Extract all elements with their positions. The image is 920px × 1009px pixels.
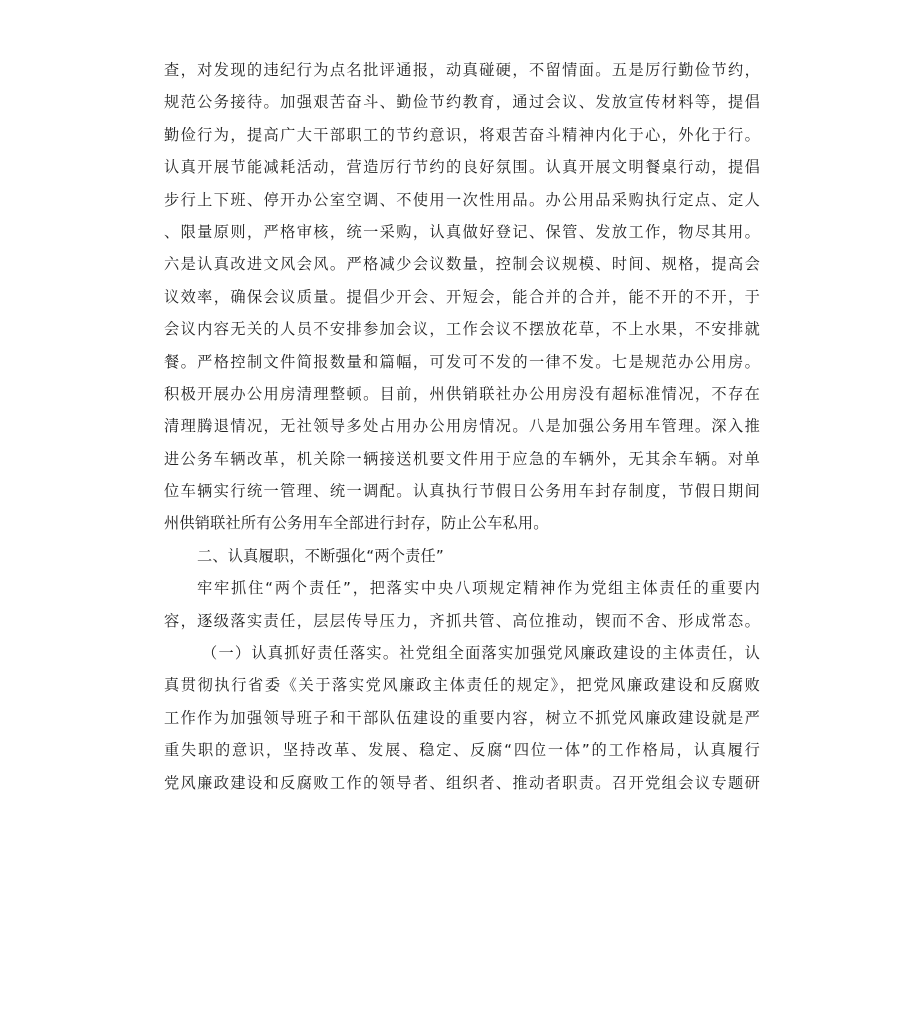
text-line: 州供销联社所有公务用车全部进行封存，防止公车私用。: [164, 514, 549, 533]
subsection-line: （一）认真抓好责任落实。社党组全面落实加强党风廉政建设的主体责任，认: [202, 644, 760, 663]
text-line: 查，对发现的违纪行为点名批评通报，动真碰硬，不留情面。五是厉行勤俭节约，: [164, 61, 760, 79]
text-line: 议效率，确保会议质量。提倡少开会、开短会，能合并的合并，能不开的不开，于: [164, 287, 760, 306]
text-line: 规范公务接待。加强艰苦奋斗、勤俭节约教育，通过会议、发放宣传材料等，提倡: [164, 93, 760, 112]
text-line: 认真开展节能减耗活动，营造厉行节约的良好氛围。认真开展文明餐桌行动，提倡: [164, 158, 760, 177]
text-line: 工作作为加强领导班子和干部队伍建设的重要内容，树立不抓党风廉政建设就是严: [164, 708, 760, 727]
text-line: 牢牢抓住“两个责任”，把落实中央八项规定精神作为党组主体责任的重要内: [197, 579, 760, 598]
document-body: [164, 54, 760, 799]
text-line: 六是认真改进文风会风。严格减少会议数量，控制会议规模、时间、规格，提高会: [164, 255, 760, 274]
text-line: 勤俭行为，提高广大干部职工的节约意识，将艰苦奋斗精神内化于心，外化于行。: [164, 125, 760, 144]
text-line: 进公务车辆改革，机关除一辆接送机要文件用于应急的车辆外，无其余车辆。对单: [164, 449, 760, 468]
text-line: 、限量原则，严格审核，统一采购，认真做好登记、保管、发放工作，物尽其用。: [164, 222, 760, 241]
text-line: 真贯彻执行省委《关于落实党风廉政主体责任的规定》，把党风廉政建设和反腐败: [164, 676, 760, 695]
section-heading: 二、认真履职，不断强化“两个责任”: [197, 546, 444, 565]
text-line: 清理腾退情况，无社领导多处占用办公用房情况。八是加强公务用车管理。深入推: [164, 417, 760, 436]
text-line: 餐。严格控制文件简报数量和篇幅，可发可不发的一律不发。七是规范办公用房。: [164, 352, 760, 371]
text-line: 步行上下班、停开办公室空调、不使用一次性用品。办公用品采购执行定点、定人: [164, 190, 760, 209]
text-line: 位车辆实行统一管理、统一调配。认真执行节假日公务用车封存制度，节假日期间: [164, 482, 760, 501]
text-line: 容，逐级落实责任，层层传导压力，齐抓共管、高位推动，锲而不舍、形成常态。: [164, 611, 760, 630]
text-line: 党风廉政建设和反腐败工作的领导者、组织者、推动者职责。召开党组会议专题研: [164, 773, 760, 792]
text-line: 重失职的意识，坚持改革、发展、稳定、反腐“四位一体”的工作格局，认真履行: [164, 741, 760, 760]
text-line: 会议内容无关的人员不安排参加会议，工作会议不摆放花草，不上水果，不安排就: [164, 320, 760, 339]
text-line: 积极开展办公用房清理整顿。目前，州供销联社办公用房没有超标准情况，不存在: [164, 384, 760, 403]
